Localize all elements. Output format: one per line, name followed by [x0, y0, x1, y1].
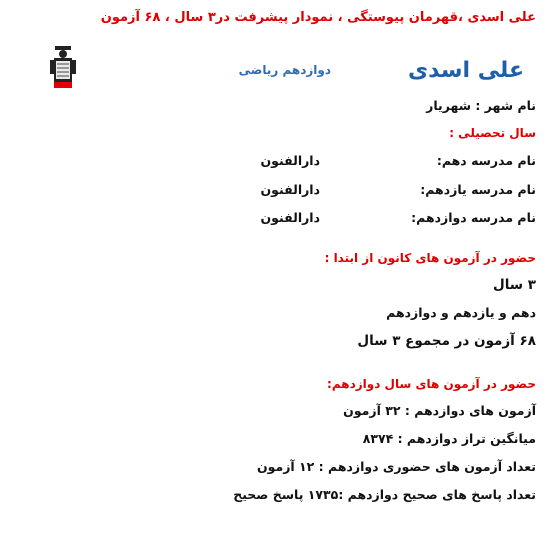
school-10-value: دارالفنون [260, 153, 320, 168]
attendance-years: ۳ سال [492, 277, 536, 293]
school-years-heading: سال تحصیلی : [449, 126, 536, 140]
school-10-label: نام مدرسه دهم: [436, 153, 536, 168]
student-figure-icon [48, 44, 78, 90]
attendance-grades: دهم و یازدهم و دوازدهم [386, 305, 536, 320]
grade12-heading: حضور در آزمون های سال دوازدهم: [327, 377, 536, 391]
school-12-label: نام مدرسه دوازدهم: [411, 210, 536, 225]
grade12-exams: آزمون های دوازدهم : ۳۲ آزمون [343, 403, 536, 418]
attendance-heading: حضور در آزمون های کانون از ابتدا : [324, 251, 536, 265]
grade12-correct-answers: تعداد پاسخ های صحیح دوازدهم :۱۷۳۵ پاسخ صحیح [233, 487, 536, 502]
page-title: علی اسدی ،قهرمان پیوستگی ، نمودار پیشرفت در۳ سال ، ۶۸ آزمون [100, 10, 536, 25]
grade12-in-person: تعداد آزمون های حضوری دوازدهم : ۱۲ آزمون [256, 459, 536, 474]
school-11-value: دارالفنون [260, 182, 320, 197]
school-11-label: نام مدرسه یازدهم: [420, 182, 536, 197]
kanoon-logo [48, 44, 78, 90]
attendance-total: ۶۸ آزمون در مجموع ۳ سال [357, 333, 536, 349]
city-line: نام شهر : شهریار [426, 98, 536, 113]
student-grade: دوازدهم ریاضی [238, 63, 331, 77]
grade12-avg-level: میانگین تراز دوازدهم : ۸۳۷۴ [362, 431, 536, 446]
school-12-value: دارالفنون [260, 210, 320, 225]
student-name: علی اسدی [408, 58, 524, 83]
